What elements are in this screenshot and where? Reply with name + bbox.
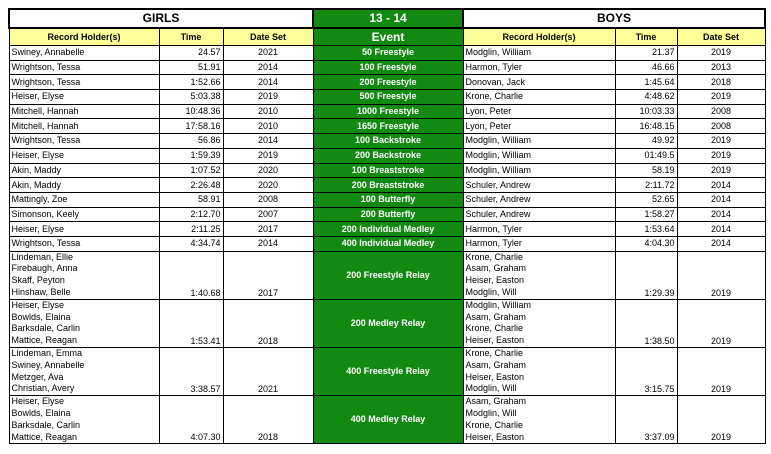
table-row [9, 75, 765, 90]
title-row [9, 9, 765, 28]
girl-time: 10:48.36 [159, 104, 223, 119]
girl-date-set: 2019 [223, 148, 313, 163]
relay-swimmer: Heiser, Easton [465, 371, 525, 382]
boy-relay-team [463, 396, 615, 444]
relay-swimmer: Lindeman, Emma [11, 348, 83, 358]
table-row [9, 178, 765, 193]
event-name: 100 Backstroke [313, 134, 463, 149]
girl-date-set: 2014 [223, 236, 313, 251]
event-name: 100 Freestyle [313, 60, 463, 75]
girl-relay-team [9, 348, 159, 396]
event-name: 500 Freestyle [313, 90, 463, 105]
boy-record-holder: Modglin, William [463, 134, 615, 149]
table-row [9, 207, 765, 222]
boy-relay-time: 1:29.39 [615, 251, 677, 299]
boy-relay-team [463, 348, 615, 396]
boy-relay-time: 3:37.09 [615, 396, 677, 444]
relay-row [9, 299, 765, 347]
column-header-row [9, 28, 765, 46]
girls-title: GIRLS [9, 9, 313, 28]
event-name: 50 Freestyle [313, 46, 463, 61]
relay-swimmer: Skaff, Peyton [11, 275, 65, 286]
relay-swimmer: Swiney, Annabelle [11, 359, 85, 370]
table-row [9, 222, 765, 237]
girl-record-holder: Mitchell, Hannah [9, 119, 159, 134]
girl-relay-team [9, 251, 159, 299]
event-name: 1650 Freestyle [313, 119, 463, 134]
girl-time: 4:34.74 [159, 236, 223, 251]
boy-relay-team [463, 299, 615, 347]
boy-time: 21.37 [615, 46, 677, 61]
girl-relay-date-set: 2021 [223, 348, 313, 396]
boy-record-holder: Modglin, William [463, 46, 615, 61]
boy-date-set: 2019 [677, 90, 765, 105]
boy-time: 1:58.27 [615, 207, 677, 222]
boy-time: 1:53.64 [615, 222, 677, 237]
boy-record-holder: Modglin, William [463, 163, 615, 178]
table-row [9, 90, 765, 105]
girl-record-holder: Mitchell, Hannah [9, 104, 159, 119]
relay-event-name: 200 Freestyle Relay [313, 251, 463, 299]
relay-swimmer: Modglin, Will [465, 287, 517, 298]
boy-date-set: 2008 [677, 104, 765, 119]
boys-title: BOYS [463, 9, 765, 28]
girl-time: 1:07.52 [159, 163, 223, 178]
boy-time: 4:48.62 [615, 90, 677, 105]
boy-relay-date-set: 2019 [677, 396, 765, 444]
girl-date-set: 2007 [223, 207, 313, 222]
girl-record-holder: Wrightson, Tessa [9, 75, 159, 90]
girl-record-holder: Wrightson, Tessa [9, 60, 159, 75]
boy-record-holder: Schuler, Andrew [463, 178, 615, 193]
event-name: 200 Breaststroke [313, 178, 463, 193]
boy-date-set: 2019 [677, 148, 765, 163]
relay-swimmer: Firebaugh, Anna [11, 263, 78, 274]
boy-time: 4:04.30 [615, 236, 677, 251]
girl-time: 5:03.38 [159, 90, 223, 105]
relay-event-name: 400 Freestyle Relay [313, 348, 463, 396]
relay-swimmer: Mattice, Reagan [11, 335, 78, 346]
girl-date-set: 2014 [223, 75, 313, 90]
boy-date-set: 2014 [677, 236, 765, 251]
event-name: 100 Breaststroke [313, 163, 463, 178]
boy-date-set: 2008 [677, 119, 765, 134]
girl-record-holder: Akin, Maddy [9, 163, 159, 178]
relay-swimmer: Modglin, William [465, 299, 532, 310]
boy-date-set: 2014 [677, 178, 765, 193]
relay-swimmer: Barksdale, Carlin [11, 419, 81, 430]
boy-time: 16:48.15 [615, 119, 677, 134]
table-row [9, 104, 765, 119]
girl-date-set: 2020 [223, 163, 313, 178]
relay-swimmer: Bowlds, Elaina [11, 311, 71, 322]
event-name: 100 Butterfly [313, 192, 463, 207]
boy-record-holder: Harmon, Tyler [463, 236, 615, 251]
girl-date-set: 2014 [223, 134, 313, 149]
boy-relay-team [463, 251, 615, 299]
relay-swimmer: Asam, Graham [465, 359, 527, 370]
girl-record-holder: Heiser, Elyse [9, 222, 159, 237]
girl-time: 51.91 [159, 60, 223, 75]
relay-swimmer: Metzger, Ava [11, 371, 64, 382]
boy-relay-time: 1:38.50 [615, 299, 677, 347]
relay-swimmer: Asam, Graham [465, 263, 527, 274]
girl-record-holder: Heiser, Elyse [9, 148, 159, 163]
girl-time: 17:58.16 [159, 119, 223, 134]
girl-relay-date-set: 2017 [223, 251, 313, 299]
boy-date-set: 2019 [677, 134, 765, 149]
girl-relay-time: 3:38.57 [159, 348, 223, 396]
relay-event-name: 200 Medley Relay [313, 299, 463, 347]
table-row [9, 148, 765, 163]
relay-swimmer: Modglin, Will [465, 383, 517, 394]
boys-date-header: Date Set [677, 28, 765, 46]
event-header: Event [313, 28, 463, 46]
girl-date-set: 2021 [223, 46, 313, 61]
girl-record-holder: Heiser, Elyse [9, 90, 159, 105]
girl-time: 24.57 [159, 46, 223, 61]
girl-time: 2:12.70 [159, 207, 223, 222]
relay-swimmer: Krone, Charlie [465, 251, 524, 262]
relay-swimmer: Krone, Charlie [465, 348, 524, 358]
girl-date-set: 2017 [223, 222, 313, 237]
boys-time-header: Time [615, 28, 677, 46]
girls-time-header: Time [159, 28, 223, 46]
relay-swimmer: Barksdale, Carlin [11, 323, 81, 334]
boy-relay-date-set: 2019 [677, 299, 765, 347]
girl-time: 58.91 [159, 192, 223, 207]
girl-date-set: 2008 [223, 192, 313, 207]
boy-date-set: 2014 [677, 207, 765, 222]
boy-record-holder: Harmon, Tyler [463, 60, 615, 75]
table-row [9, 46, 765, 61]
relay-swimmer: Lindeman, Ellie [11, 251, 74, 262]
relay-swimmer: Mattice, Reagan [11, 431, 78, 442]
girl-record-holder: Akin, Maddy [9, 178, 159, 193]
girl-relay-time: 1:53.41 [159, 299, 223, 347]
boy-record-holder: Lyon, Peter [463, 119, 615, 134]
boy-relay-time: 3:15.75 [615, 348, 677, 396]
girl-record-holder: Wrightson, Tessa [9, 236, 159, 251]
boy-record-holder: Lyon, Peter [463, 104, 615, 119]
relay-swimmer: Heiser, Elyse [11, 299, 65, 310]
girl-date-set: 2019 [223, 90, 313, 105]
boy-date-set: 2019 [677, 163, 765, 178]
event-name: 400 Individual Medley [313, 236, 463, 251]
girl-relay-team [9, 396, 159, 444]
girl-date-set: 2010 [223, 104, 313, 119]
table-row [9, 60, 765, 75]
event-name: 1000 Freestyle [313, 104, 463, 119]
girl-record-holder: Swiney, Annabelle [9, 46, 159, 61]
girl-relay-date-set: 2018 [223, 299, 313, 347]
girl-relay-team [9, 299, 159, 347]
relay-swimmer: Christian, Avery [11, 383, 75, 394]
girl-time: 56.86 [159, 134, 223, 149]
boy-time: 58.19 [615, 163, 677, 178]
girl-record-holder: Wrightson, Tessa [9, 134, 159, 149]
relay-swimmer: Asam, Graham [465, 396, 527, 407]
boy-time: 01:49.5 [615, 148, 677, 163]
girl-date-set: 2010 [223, 119, 313, 134]
table-row [9, 163, 765, 178]
girl-time: 2:26.48 [159, 178, 223, 193]
girl-time: 2:11.25 [159, 222, 223, 237]
relay-event-name: 400 Medley Relay [313, 396, 463, 444]
boy-date-set: 2014 [677, 192, 765, 207]
relay-swimmer: Heiser, Easton [465, 431, 525, 442]
boy-date-set: 2018 [677, 75, 765, 90]
girl-relay-date-set: 2018 [223, 396, 313, 444]
boy-record-holder: Krone, Charlie [463, 90, 615, 105]
girl-date-set: 2014 [223, 60, 313, 75]
boy-time: 52.65 [615, 192, 677, 207]
records-table [8, 8, 766, 444]
boy-record-holder: Donovan, Jack [463, 75, 615, 90]
table-row [9, 119, 765, 134]
table-row [9, 192, 765, 207]
boy-record-holder: Schuler, Andrew [463, 207, 615, 222]
relay-swimmer: Hinshaw, Belle [11, 287, 71, 298]
boy-record-holder: Schuler, Andrew [463, 192, 615, 207]
girl-record-holder: Mattingly, Zoe [9, 192, 159, 207]
boy-relay-date-set: 2019 [677, 348, 765, 396]
boy-record-holder: Harmon, Tyler [463, 222, 615, 237]
relay-swimmer: Heiser, Easton [465, 335, 525, 346]
relay-swimmer: Bowlds, Elaina [11, 407, 71, 418]
girl-relay-time: 1:40.68 [159, 251, 223, 299]
boys-holder-header: Record Holder(s) [463, 28, 615, 46]
boy-time: 49.92 [615, 134, 677, 149]
relay-row [9, 348, 765, 396]
boy-time: 10:03.33 [615, 104, 677, 119]
event-name: 200 Butterfly [313, 207, 463, 222]
table-row [9, 134, 765, 149]
relay-swimmer: Asam, Graham [465, 311, 527, 322]
boy-date-set: 2014 [677, 222, 765, 237]
girl-record-holder: Simonson, Keely [9, 207, 159, 222]
boy-time: 2:11.72 [615, 178, 677, 193]
girl-time: 1:59.39 [159, 148, 223, 163]
table-row [9, 236, 765, 251]
relay-swimmer: Krone, Charlie [465, 323, 524, 334]
relay-row [9, 396, 765, 444]
boy-time: 46.66 [615, 60, 677, 75]
relay-swimmer: Krone, Charlie [465, 419, 524, 430]
boy-relay-date-set: 2019 [677, 251, 765, 299]
event-name: 200 Freestyle [313, 75, 463, 90]
event-name: 200 Backstroke [313, 148, 463, 163]
boy-record-holder: Modglin, William [463, 148, 615, 163]
relay-swimmer: Heiser, Easton [465, 275, 525, 286]
event-name: 200 Individual Medley [313, 222, 463, 237]
age-group-title: 13 - 14 [313, 9, 463, 28]
relay-swimmer: Heiser, Elyse [11, 396, 65, 407]
girl-relay-time: 4:07.30 [159, 396, 223, 444]
boy-date-set: 2013 [677, 60, 765, 75]
girl-date-set: 2020 [223, 178, 313, 193]
girl-time: 1:52.66 [159, 75, 223, 90]
girls-date-header: Date Set [223, 28, 313, 46]
boy-time: 1:45.64 [615, 75, 677, 90]
girls-holder-header: Record Holder(s) [9, 28, 159, 46]
relay-row [9, 251, 765, 299]
relay-swimmer: Modglin, Will [465, 407, 517, 418]
boy-date-set: 2019 [677, 46, 765, 61]
